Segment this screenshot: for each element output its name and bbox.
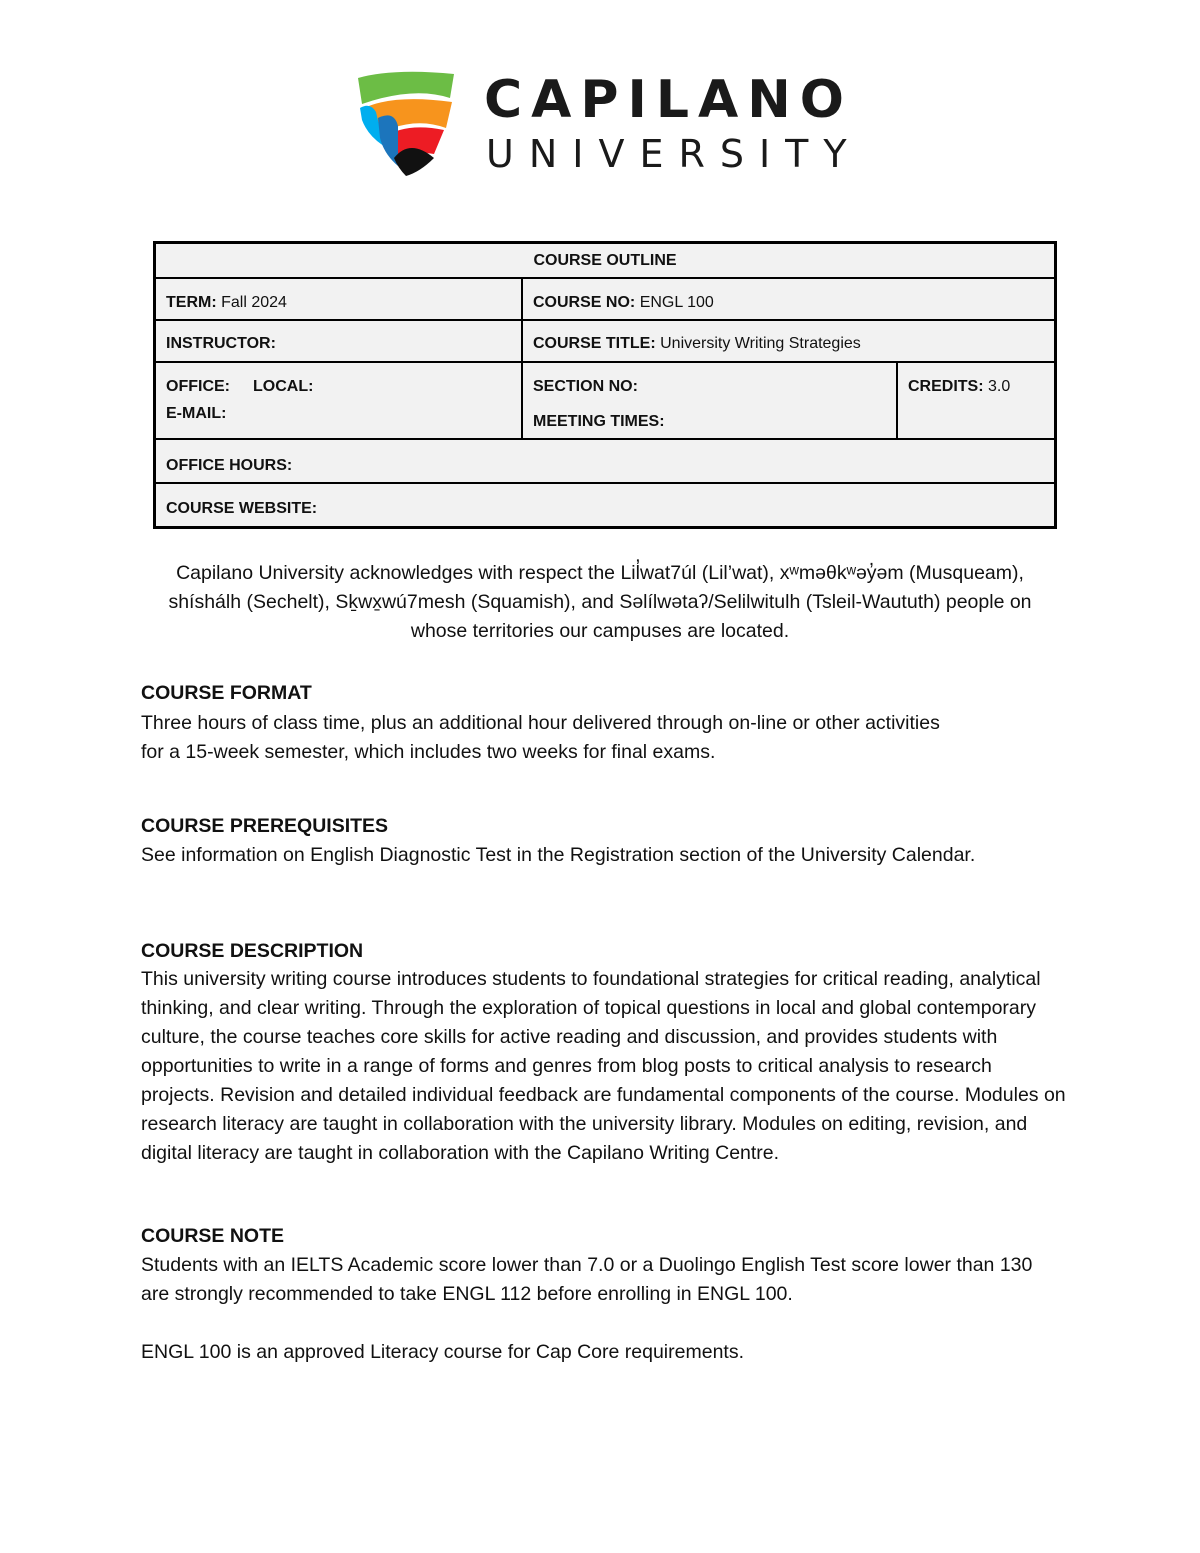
course-prerequisites-heading: COURSE PREREQUISITES bbox=[141, 815, 389, 837]
course-note-cap-core: ENGL 100 is an approved Literacy course for Cap Core requirements. bbox=[141, 1341, 744, 1363]
logo-name-line1: CAPILANO bbox=[484, 70, 853, 130]
row-divider bbox=[156, 438, 1054, 440]
row-divider bbox=[156, 482, 1054, 484]
university-logo bbox=[354, 68, 862, 180]
column-divider bbox=[521, 277, 523, 440]
shield-logo-icon bbox=[354, 68, 458, 178]
local-label: LOCAL: bbox=[253, 378, 314, 395]
office-hours-label: OFFICE HOURS: bbox=[166, 457, 293, 474]
outline-title: COURSE OUTLINE bbox=[533, 252, 677, 269]
course-no-label: COURSE NO: bbox=[533, 294, 636, 311]
course-title-value: University Writing Strategies bbox=[660, 335, 861, 352]
row-divider bbox=[156, 361, 1054, 363]
course-description-text: This university writing course introduces students to foundational strategies for critical reading, analytical thinking, and clear writing. Through the exploration of topical questions in local and global contemporary culture, the course teaches core skills for active reading and discussion, and provides students with opportunities to write in a range of forms and genres from blog posts to critical analysis to research projects. Revision and detailed individual feedback are fundamental components of the course. Modules on research literacy are taught in collaboration with the university library. Modules on editing, revision, and digital literacy are taught in collaboration with the Capilano Writing Centre. bbox=[141, 968, 1066, 1164]
course-note-text: Students with an IELTS Academic score lower than 7.0 or a Duolingo English Test score lower than 130 are strongly recommended to take ENGL 112 before enrolling in ENGL 100. bbox=[141, 1254, 1033, 1305]
term-cell bbox=[166, 293, 287, 313]
course-no-cell bbox=[533, 293, 714, 313]
course-outline-table bbox=[153, 241, 1057, 529]
course-title-label: COURSE TITLE: bbox=[533, 335, 656, 352]
row-divider bbox=[156, 277, 1054, 279]
meeting-times-label: MEETING TIMES: bbox=[533, 413, 665, 430]
column-divider bbox=[896, 361, 898, 440]
office-label: OFFICE: bbox=[166, 378, 230, 395]
course-website-label: COURSE WEBSITE: bbox=[166, 500, 318, 517]
course-note-heading: COURSE NOTE bbox=[141, 1225, 285, 1247]
credits-cell bbox=[908, 377, 1010, 397]
section-no-label: SECTION NO: bbox=[533, 378, 638, 395]
course-description-heading: COURSE DESCRIPTION bbox=[141, 940, 364, 962]
row-divider bbox=[156, 319, 1054, 321]
course-prerequisites-text: See information on English Diagnostic Test in the Registration section of the University Calendar. bbox=[141, 844, 976, 866]
term-value: Fall 2024 bbox=[221, 294, 287, 311]
land-acknowledgement: Capilano University acknowledges with respect the Lil̓wat7úl (Lil’wat), xʷməθkʷəy̓əm (Musqueam), shíshálh (Sechelt), Sḵwx̱wú7mesh (Squamish), and Səlílwətaʔ/Selilwitulh (Tsleil-Waututh) people on whose territories our campuses are located. bbox=[168, 562, 1032, 642]
instructor-label: INSTRUCTOR: bbox=[166, 335, 276, 352]
term-label: TERM: bbox=[166, 294, 217, 311]
course-format-text: Three hours of class time, plus an additional hour delivered through on-line or other activities for a 15-week semester, which includes two weeks for final exams. bbox=[141, 712, 940, 763]
course-no-value: ENGL 100 bbox=[639, 294, 714, 311]
course-format-heading: COURSE FORMAT bbox=[141, 682, 312, 704]
logo-name-line2: UNIVERSITY bbox=[486, 132, 862, 176]
course-title-cell bbox=[533, 334, 861, 354]
email-label: E-MAIL: bbox=[166, 405, 227, 422]
credits-label: CREDITS: bbox=[908, 378, 984, 395]
credits-value: 3.0 bbox=[988, 378, 1011, 395]
